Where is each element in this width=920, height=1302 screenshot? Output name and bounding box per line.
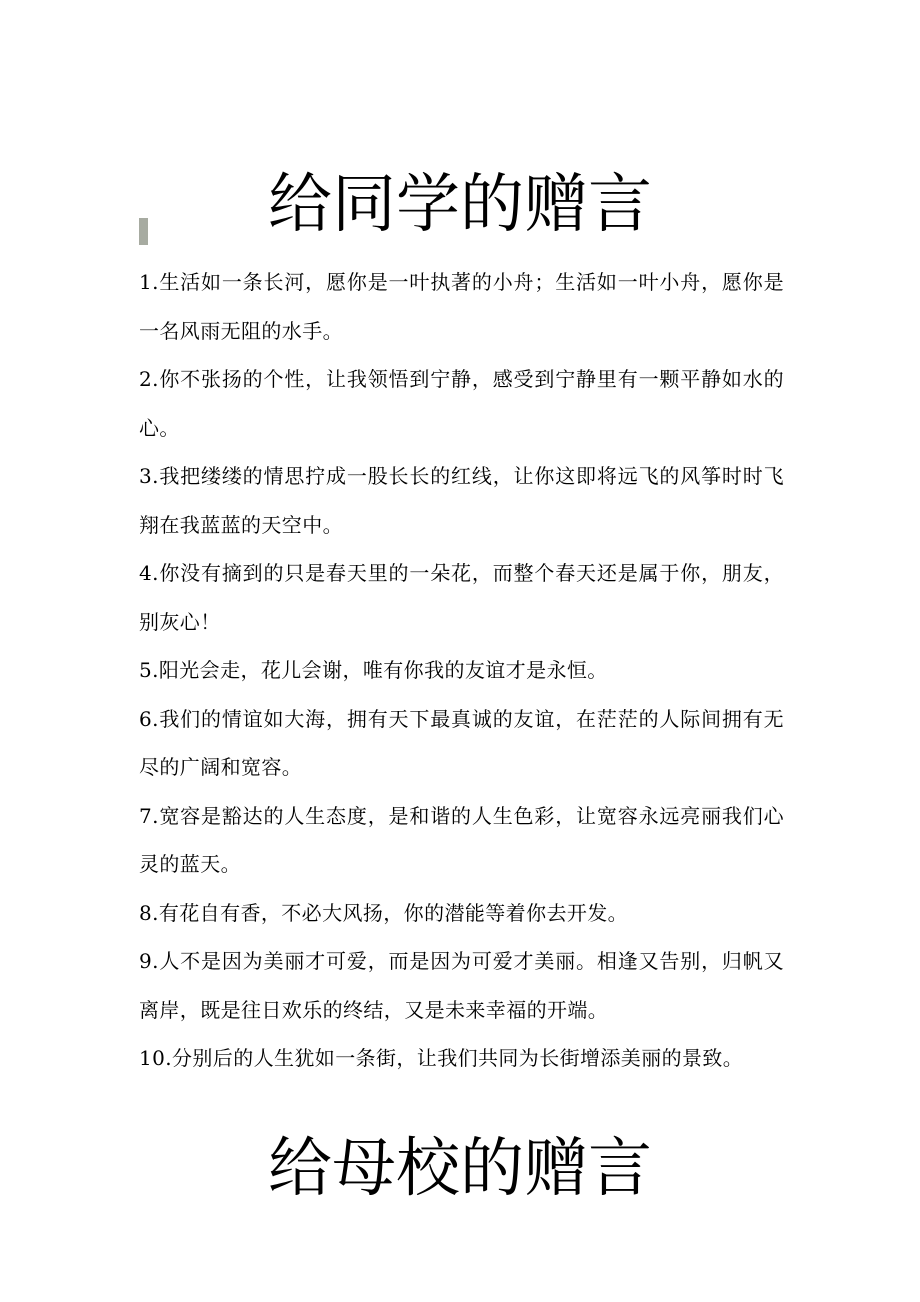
list-item: 10.分别后的人生犹如一条街，让我们共同为长街增添美丽的景致。	[139, 1046, 744, 1070]
section-title: 给母校的赠言	[268, 1131, 652, 1206]
page-title: 给同学的赠言	[268, 167, 652, 242]
list-item: 3.我把缕缕的情思拧成一股长长的红线，让你这即将远飞的风筝时时飞翔在我蓝蓝的天空中。	[139, 464, 784, 537]
section-marker	[139, 218, 148, 245]
quote-list	[139, 258, 784, 1083]
list-item: 8.有花自有香，不必大风扬，你的潜能等着你去开发。	[139, 900, 629, 925]
list-item: 4.你没有摘到的只是春天里的一朵花，而整个春天还是属于你，朋友，别灰心！	[139, 561, 784, 634]
list-item: 1.生活如一条长河，愿你是一叶执著的小舟；生活如一叶小舟，愿你是一名风雨无阻的水手。	[139, 270, 784, 343]
list-item: 5.阳光会走，花儿会谢，唯有你我的友谊才是永恒。	[139, 658, 608, 682]
list-item: 2.你不张扬的个性，让我领悟到宁静，感受到宁静里有一颗平静如水的心。	[139, 367, 784, 440]
list-item: 6.我们的情谊如大海，拥有天下最真诚的友谊，在茫茫的人际间拥有无尽的广阔和宽容。	[139, 706, 784, 779]
list-item: 7.宽容是豁达的人生态度，是和谐的人生色彩，让宽容永远亮丽我们心灵的蓝天。	[139, 803, 784, 876]
list-item: 9.人不是因为美丽才可爱，而是因为可爱才美丽。相逢又告别，归帆又离岸，既是往日欢乐的终结，又是未来幸福的开端。	[139, 949, 784, 1022]
